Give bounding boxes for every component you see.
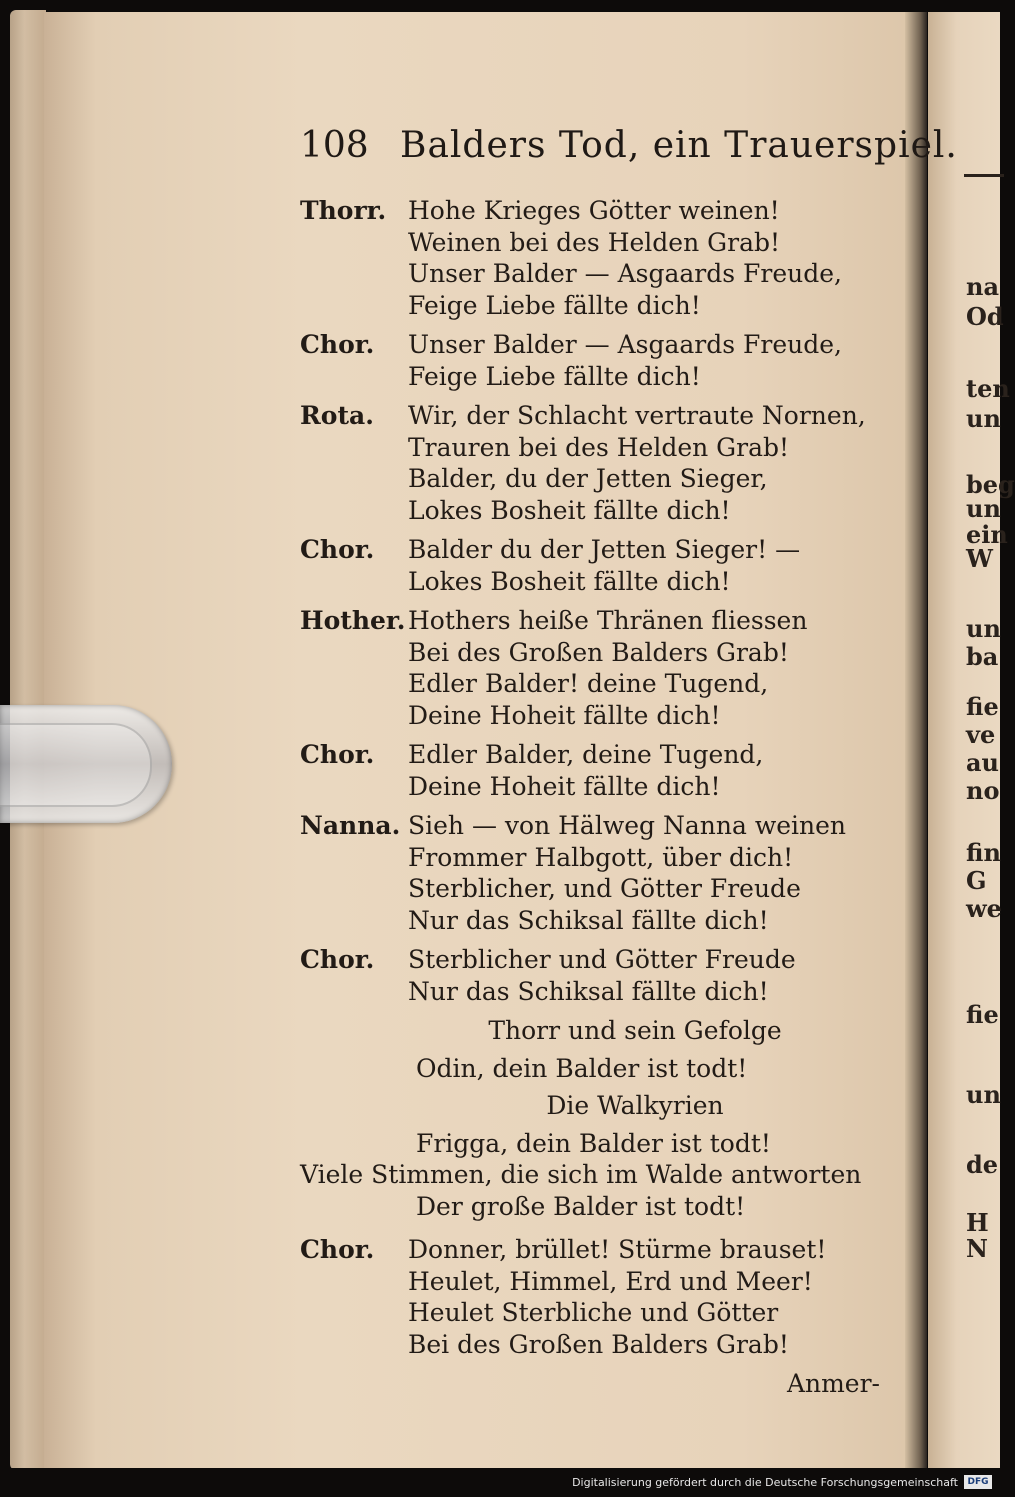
verse-line: Deine Hoheit fällte dich! [408, 771, 721, 801]
facing-page-fragment: ve [966, 720, 996, 749]
stanza [300, 329, 900, 392]
verse-line: Der große Balder ist todt! [416, 1191, 746, 1221]
verse-lines [408, 195, 900, 321]
speaker-name: Thorr. [300, 196, 387, 225]
facing-page-fragment: un [966, 614, 1001, 643]
speaker-name: Chor. [300, 740, 375, 769]
verse-line: Nur das Schiksal fällte dich! [408, 905, 769, 935]
facing-page-fragment: N [966, 1234, 988, 1263]
verse-line: Sterblicher, und Götter Freude [408, 874, 801, 903]
gutter-shadow [905, 12, 927, 1468]
speaker-name: Chor. [300, 535, 375, 564]
stanza [300, 534, 900, 597]
verse-lines [408, 810, 900, 936]
verse-line: Bei des Großen Balders Grab! [408, 1329, 789, 1359]
verse-line: Unser Balder — Asgaards Freude, [408, 330, 842, 359]
facing-page-fragment: fie [966, 692, 999, 721]
facing-page-fragment: G [966, 866, 987, 895]
facing-page-fragment: un [966, 1080, 1001, 1109]
facing-page-fragment: no [966, 776, 1000, 805]
dfg-logo: DFG [964, 1475, 992, 1489]
verse-lines [408, 534, 900, 597]
running-title: Balders Tod, ein Trauerspiel. [400, 125, 958, 166]
facing-page-fragment: H [966, 1208, 989, 1237]
verse-line: Edler Balder! deine Tugend, [408, 669, 769, 698]
stanza [300, 195, 900, 321]
verse-line: Balder, du der Jetten Sieger, [408, 464, 768, 493]
verse-lines [408, 739, 900, 802]
speaker-name: Chor. [300, 1235, 375, 1264]
verse-line: Donner, brüllet! Stürme brauset! [408, 1235, 827, 1264]
verse-line: Heulet, Himmel, Erd und Meer! [408, 1266, 813, 1296]
verse-line: Weinen bei des Helden Grab! [408, 227, 781, 257]
verse-line: Trauren bei des Helden Grab! [408, 432, 790, 462]
facing-page-fragment: beg [966, 470, 1015, 499]
verse-lines [408, 944, 900, 1007]
speaker-name: Nanna. [300, 811, 401, 840]
verse-line: Balder du der Jetten Sieger! — [408, 535, 801, 564]
page-text [300, 195, 900, 1400]
footer-credit: Digitalisierung gefördert durch die Deutsche Forschungsgemeinschaft [572, 1476, 958, 1489]
verse-line: Lokes Bosheit fällte dich! [408, 495, 731, 525]
facing-page-fragment: ein [966, 520, 1008, 549]
stanza [300, 739, 900, 802]
verse-line: Feige Liebe fällte dich! [408, 361, 701, 391]
verse-line: Unser Balder — Asgaards Freude, [408, 259, 842, 288]
facing-page-fragment: na [966, 272, 999, 301]
stage-heading: Thorr und sein Gefolge [488, 1016, 782, 1045]
facing-page-rule [964, 174, 1004, 177]
page-clip [0, 705, 172, 823]
verse-line: Heulet Sterbliche und Götter [408, 1298, 779, 1327]
facing-page-fragment: un [966, 494, 1001, 523]
catchword: Anmer- [786, 1369, 880, 1398]
stanza [300, 605, 900, 731]
facing-page-fragment: we [966, 894, 1002, 923]
speaker-name: Chor. [300, 330, 375, 359]
verse-line: Wir, der Schlacht vertraute Nornen, [408, 401, 866, 430]
verse-line: Frommer Halbgott, über dich! [408, 842, 794, 872]
verse-line: Frigga, dein Balder ist todt! [416, 1128, 771, 1158]
speaker-name: Hother. [300, 606, 406, 635]
stanza [300, 810, 900, 936]
verse-line: Lokes Bosheit fällte dich! [408, 566, 731, 596]
facing-page-fragment: fie [966, 1000, 999, 1029]
verse-line: Deine Hoheit fällte dich! [408, 700, 721, 730]
facing-page-fragment: ba [966, 642, 999, 671]
verse-line: Hohe Krieges Götter weinen! [408, 196, 780, 225]
verse-line: Nur das Schiksal fällte dich! [408, 976, 769, 1006]
facing-page-fragment: fin [966, 838, 1001, 867]
speaker-name: Chor. [300, 945, 375, 974]
verse-lines [408, 605, 900, 731]
facing-page-fragment: ten [966, 374, 1010, 403]
verse-line: Edler Balder, deine Tugend, [408, 740, 764, 769]
facing-page-fragment: un [966, 404, 1001, 433]
stanza [300, 1234, 900, 1360]
stage-heading: Die Walkyrien [546, 1091, 724, 1120]
verse-line: Feige Liebe fällte dich! [408, 290, 701, 320]
facing-page-fragment: de [966, 1150, 999, 1179]
facing-page-fragment: Od [966, 302, 1004, 331]
facing-page [928, 12, 1015, 1468]
page-number: 108 [300, 125, 369, 166]
facing-page-fragment: W [966, 544, 993, 573]
stanza [300, 944, 900, 1007]
verse-lines [408, 1234, 900, 1360]
footer-bar [0, 1468, 1000, 1497]
verse-lines [408, 400, 900, 526]
stage-heading: Viele Stimmen, die sich im Walde antworten [300, 1160, 862, 1189]
verse-line: Sterblicher und Götter Freude [408, 945, 796, 974]
page-clip-loop [0, 723, 152, 807]
verse-lines [408, 329, 900, 392]
verse-line: Odin, dein Balder ist todt! [416, 1053, 748, 1083]
speaker-name: Rota. [300, 401, 374, 430]
verse-line: Bei des Großen Balders Grab! [408, 637, 789, 667]
stanza [300, 400, 900, 526]
verse-line: Sieh — von Hälweg Nanna weinen [408, 811, 847, 840]
verse-line: Hothers heiße Thränen fliessen [408, 606, 808, 635]
facing-page-fragment: au [966, 748, 999, 777]
